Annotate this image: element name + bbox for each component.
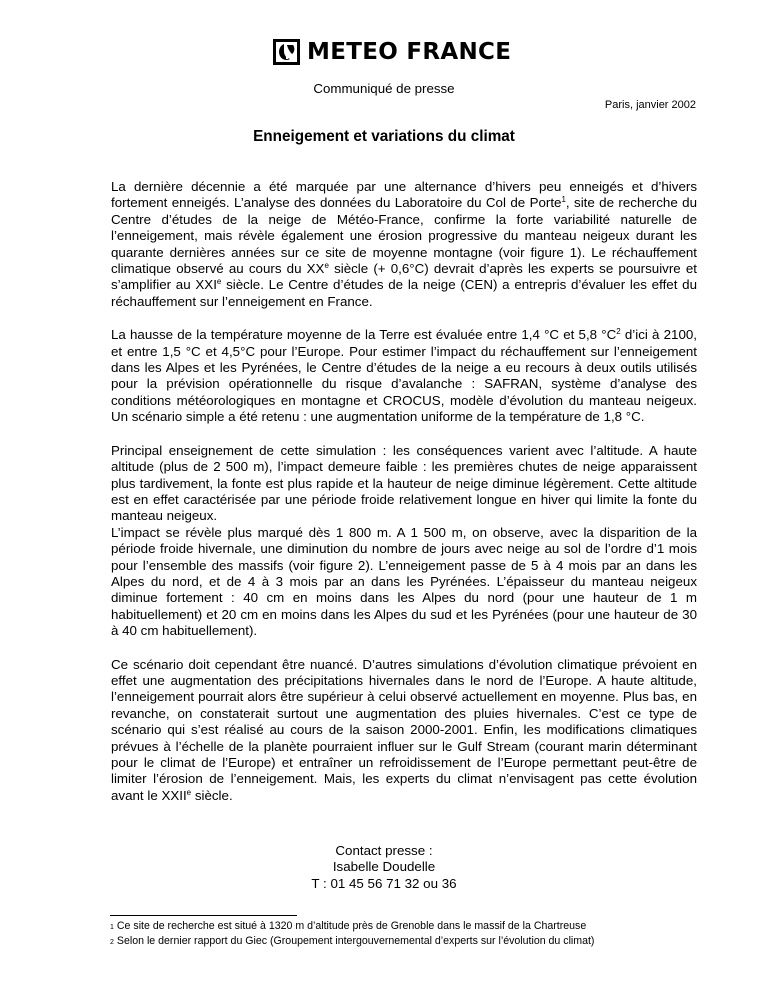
- paragraph-1: La dernière décennie a été marquée par une alternance d’hivers peu enneigés et d’hivers fortement enneigés. L’analyse des données du Laboratoire du Col de Porte$^1$, site de recherche du Centre d’études de la neige de Météo-France, confirme la forte variabilité naturelle de l’enneigement, mais révèle également une érosion progressive du manteau neigeux durant les quarante dernières années sur ce site de moyenne montagne (voir figure 1). Le réchauffement climatique observé au cours du XXe siècle (+ 0,6°C) devrait d’après les experts se poursuivre et s’amplifier au XXIe siècle. Le Centre d’études de la neige (CEN) a entrepris d’évaluer les effet du réchauffement sur l’enneigement en France.: [111, 179, 697, 309]
- meteo-france-emblem-icon: [273, 39, 300, 65]
- footnotes: [110, 920, 710, 950]
- contact-name: Isabelle Doudelle: [332, 859, 436, 875]
- footnote-ref-1: 1: [561, 195, 566, 205]
- contact-label: Contact presse :: [335, 843, 433, 858]
- paragraph-4: L’impact se révèle plus marqué dès 1 800 m. A 1 500 m, on observe, avec la disparition de la période froide hivernale, une diminution du nombre de jours avec neige au sol de l’ordre d’1 mois pour l’ensemble des massifs (voir figure 2). L’enneigement passe de 5 à 4 mois par an dans les Alpes du nord, et de 4 à 3 mois par an dans les Pyrénées. L’épaisseur du manteau neigeux diminue fortement : 40 cm en moins dans les Alpes du nord (pour une hauteur de 1 m habituellement) et 20 cm en moins dans les Alpes du sud et les Pyrénées (pour une hauteur de 30 à 40 cm habituellement).: [111, 524, 697, 639]
- place-date: Paris, janvier 2002: [604, 99, 696, 111]
- press-release-label: Communiqué de presse: [313, 81, 455, 96]
- footnote-2: 2 Selon le dernier rapport du Giec (Groupement intergouvernemental d’experts sur l’évolution du climat): [110, 934, 595, 947]
- footnote-1: 1 Ce site de recherche est situé à 1320 m d’altitude près de Grenoble dans le massif de la Chartreuse: [110, 920, 587, 932]
- footnote-ref-2: 2: [616, 327, 621, 337]
- body-text: [111, 179, 697, 804]
- logo-text: METEO FRANCE: [307, 39, 512, 65]
- contact-phone: T : 01 45 56 71 32 ou 36: [311, 875, 457, 891]
- paragraph-2: La hausse de la température moyenne de la Terre est évaluée entre 1,4 °C et 5,8 $^\circ C^2$ d’ici à 2100, et entre 1,5 °C et 4,5°C pour l’Europe. Pour estimer l’impact du réchauffement sur l’enneigement dans les Alpes et les Pyrénées, le Centre d’études de la neige a eu recours à deux outils utilisés pour la prévision opérationnelle du risque d’avalanche : SAFRAN, système d’analyse des conditions météorologiques en montagne et CROCUS, modèle d’évolution du manteau neigeux. Un scénario simple a été retenu : une augmentation uniforme de la température de 1,8 °C.: [111, 327, 697, 425]
- footnote-separator: [110, 915, 297, 916]
- paragraph-3: Principal enseignement de cette simulation : les conséquences varient avec l’altitude. A haute altitude (plus de 2 500 m), l’impact demeure faible : les premières chutes de neige apparaissent plus tardivement, la fonte est plus rapide et la hauteur de neige diminue légèrement. Cette altitude est en effet caractérisée par une période froide relativement longue en hiver qui limite la fonte du manteau neigeux.: [111, 442, 697, 524]
- paragraph-5: Ce scénario doit cependant être nuancé. D’autres simulations d’évolution climatique prévoient en effet une augmentation des précipitations hivernales dans le nord de l’Europe. A haute altitude, l’enneigement pourrait alors être supérieur à celui observé actuellement en moyenne. Plus bas, en revanche, on constaterait surtout une augmentation des pluies hivernales. C’est ce type de scénario qui s’est réalisé au cours de la saison 2000-2001. Enfin, les modifications climatiques prévues à l’échelle de la planète pourraient influer sur le Gulf Stream (courant marin déterminant pour le climat de l’Europe) et entraîner un refroidissement de l’Europe permettant peut-être de limiter l’érosion de l’enneigement. Mais, les experts du climat n’envisagent pas cette évolution avant le XXIIe siècle.: [111, 656, 697, 803]
- meteo-france-logo: [273, 39, 511, 65]
- document-title: Enneigement et variations du climat: [253, 128, 515, 145]
- press-contact: [0, 843, 768, 892]
